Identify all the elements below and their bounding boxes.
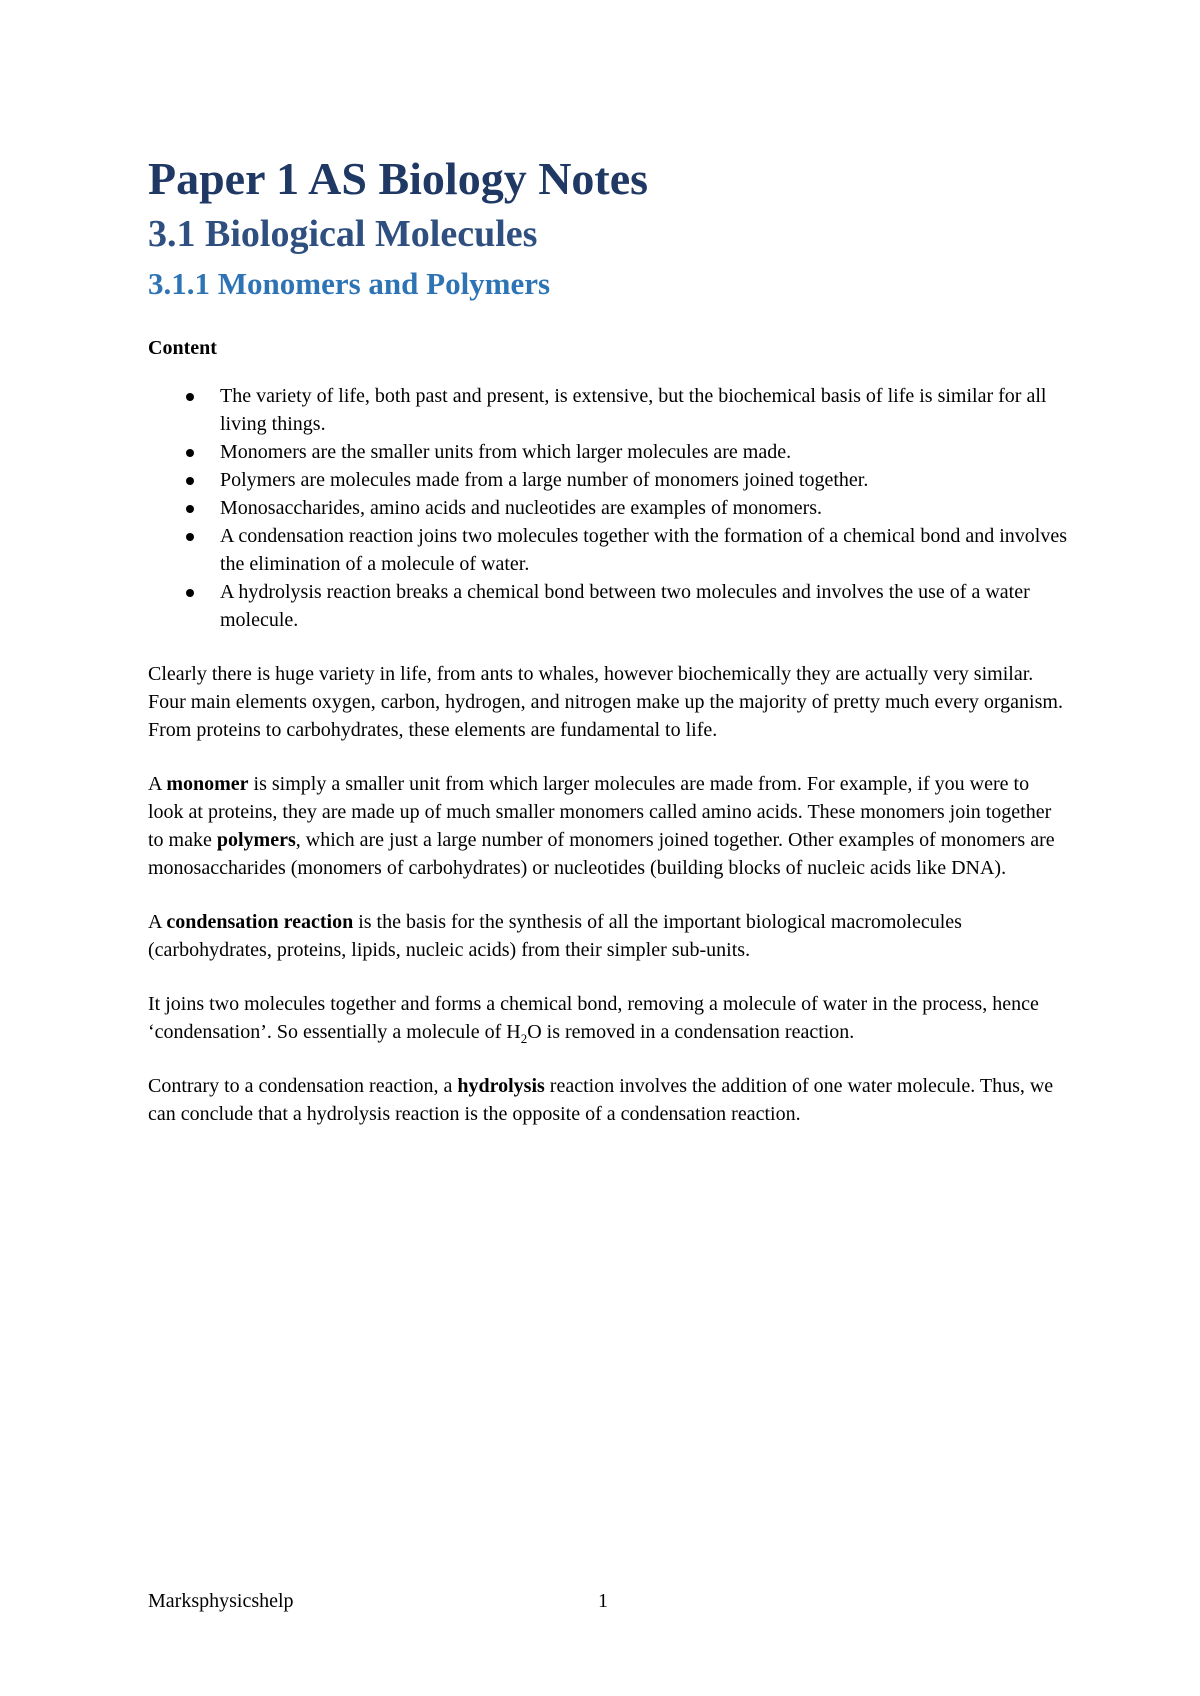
bullet-item: Monosaccharides, amino acids and nucleotides are examples of monomers. xyxy=(220,494,1068,522)
bullet-icon xyxy=(186,477,194,485)
paragraph-variety: Clearly there is huge variety in life, from ants to whales, however biochemically they are actually very similar. Four main elements oxygen, carbon, hydrogen, and nitrogen make up the majority of pretty much every organism. From proteins to carbohydrates, these elements are fundamental to life. xyxy=(148,663,1063,741)
bullet-item: Polymers are molecules made from a large number of monomers joined together. xyxy=(220,466,1068,494)
term-polymers: polymers xyxy=(216,829,296,851)
content-label: Content xyxy=(148,337,217,359)
bullet-icon xyxy=(186,589,194,597)
bullet-item: A hydrolysis reaction breaks a chemical bond between two molecules and involves the use of a water molecule. xyxy=(220,578,1068,634)
section-heading: 3.1 Biological Molecules xyxy=(148,213,538,255)
footer-author: Marksphysicshelp xyxy=(148,1590,294,1612)
bullet-icon xyxy=(186,449,194,457)
bullet-icon xyxy=(186,393,194,401)
term-hydrolysis: hydrolysis xyxy=(457,1075,545,1097)
subsection-heading: 3.1.1 Monomers and Polymers xyxy=(148,266,551,301)
bullet-icon xyxy=(186,533,194,541)
paragraph-bond-formation: It joins two molecules together and forms a chemical bond, removing a molecule of water in the process, hence ‘condensation’. So essentially a molecule of $H_2O$ is removed in a condensation reaction. xyxy=(148,993,1039,1046)
footer-page-number: 1 xyxy=(598,1590,608,1612)
term-monomer: monomer xyxy=(166,773,249,795)
bullet-item: A condensation reaction joins two molecules together with the formation of a chemical bond and involves the elimination of a molecule of water. xyxy=(220,522,1068,578)
subscript-2: 2 xyxy=(520,1031,528,1046)
bullet-item: Monomers are the smaller units from which larger molecules are made. xyxy=(220,438,1068,466)
paragraph-condensation: A condensation reaction is the basis for the synthesis of all the important biological macromolecules (carbohydrates, proteins, lipids, nucleic acids) from their simpler sub-units. xyxy=(148,911,962,961)
paragraph-monomer: A monomer is simply a smaller unit from which larger molecules are made from. For example, if you were to look at proteins, they are made up of much smaller monomers called amino acids. These monomers join together to make polymers, which are just a large number of monomers joined together. Other examples of monomers are monosaccharides (monomers of carbohydrates) or nucleotides (building blocks of nucleic acids like DNA). xyxy=(148,773,1055,879)
paragraph-hydrolysis: Contrary to a condensation reaction, a hydrolysis reaction involves the addition of one water molecule. Thus, we can conclude that a hydrolysis reaction is the opposite of a condensation reaction. xyxy=(148,1075,1054,1125)
page-content xyxy=(148,150,1068,1128)
term-condensation-reaction: condensation reaction xyxy=(166,911,354,933)
document-title: Paper 1 AS Biology Notes xyxy=(148,153,649,204)
bullet-item: The variety of life, both past and present, is extensive, but the biochemical basis of life is similar for all living things. xyxy=(220,382,1068,438)
bullet-icon xyxy=(186,505,194,513)
content-bullet-list xyxy=(148,382,1068,634)
